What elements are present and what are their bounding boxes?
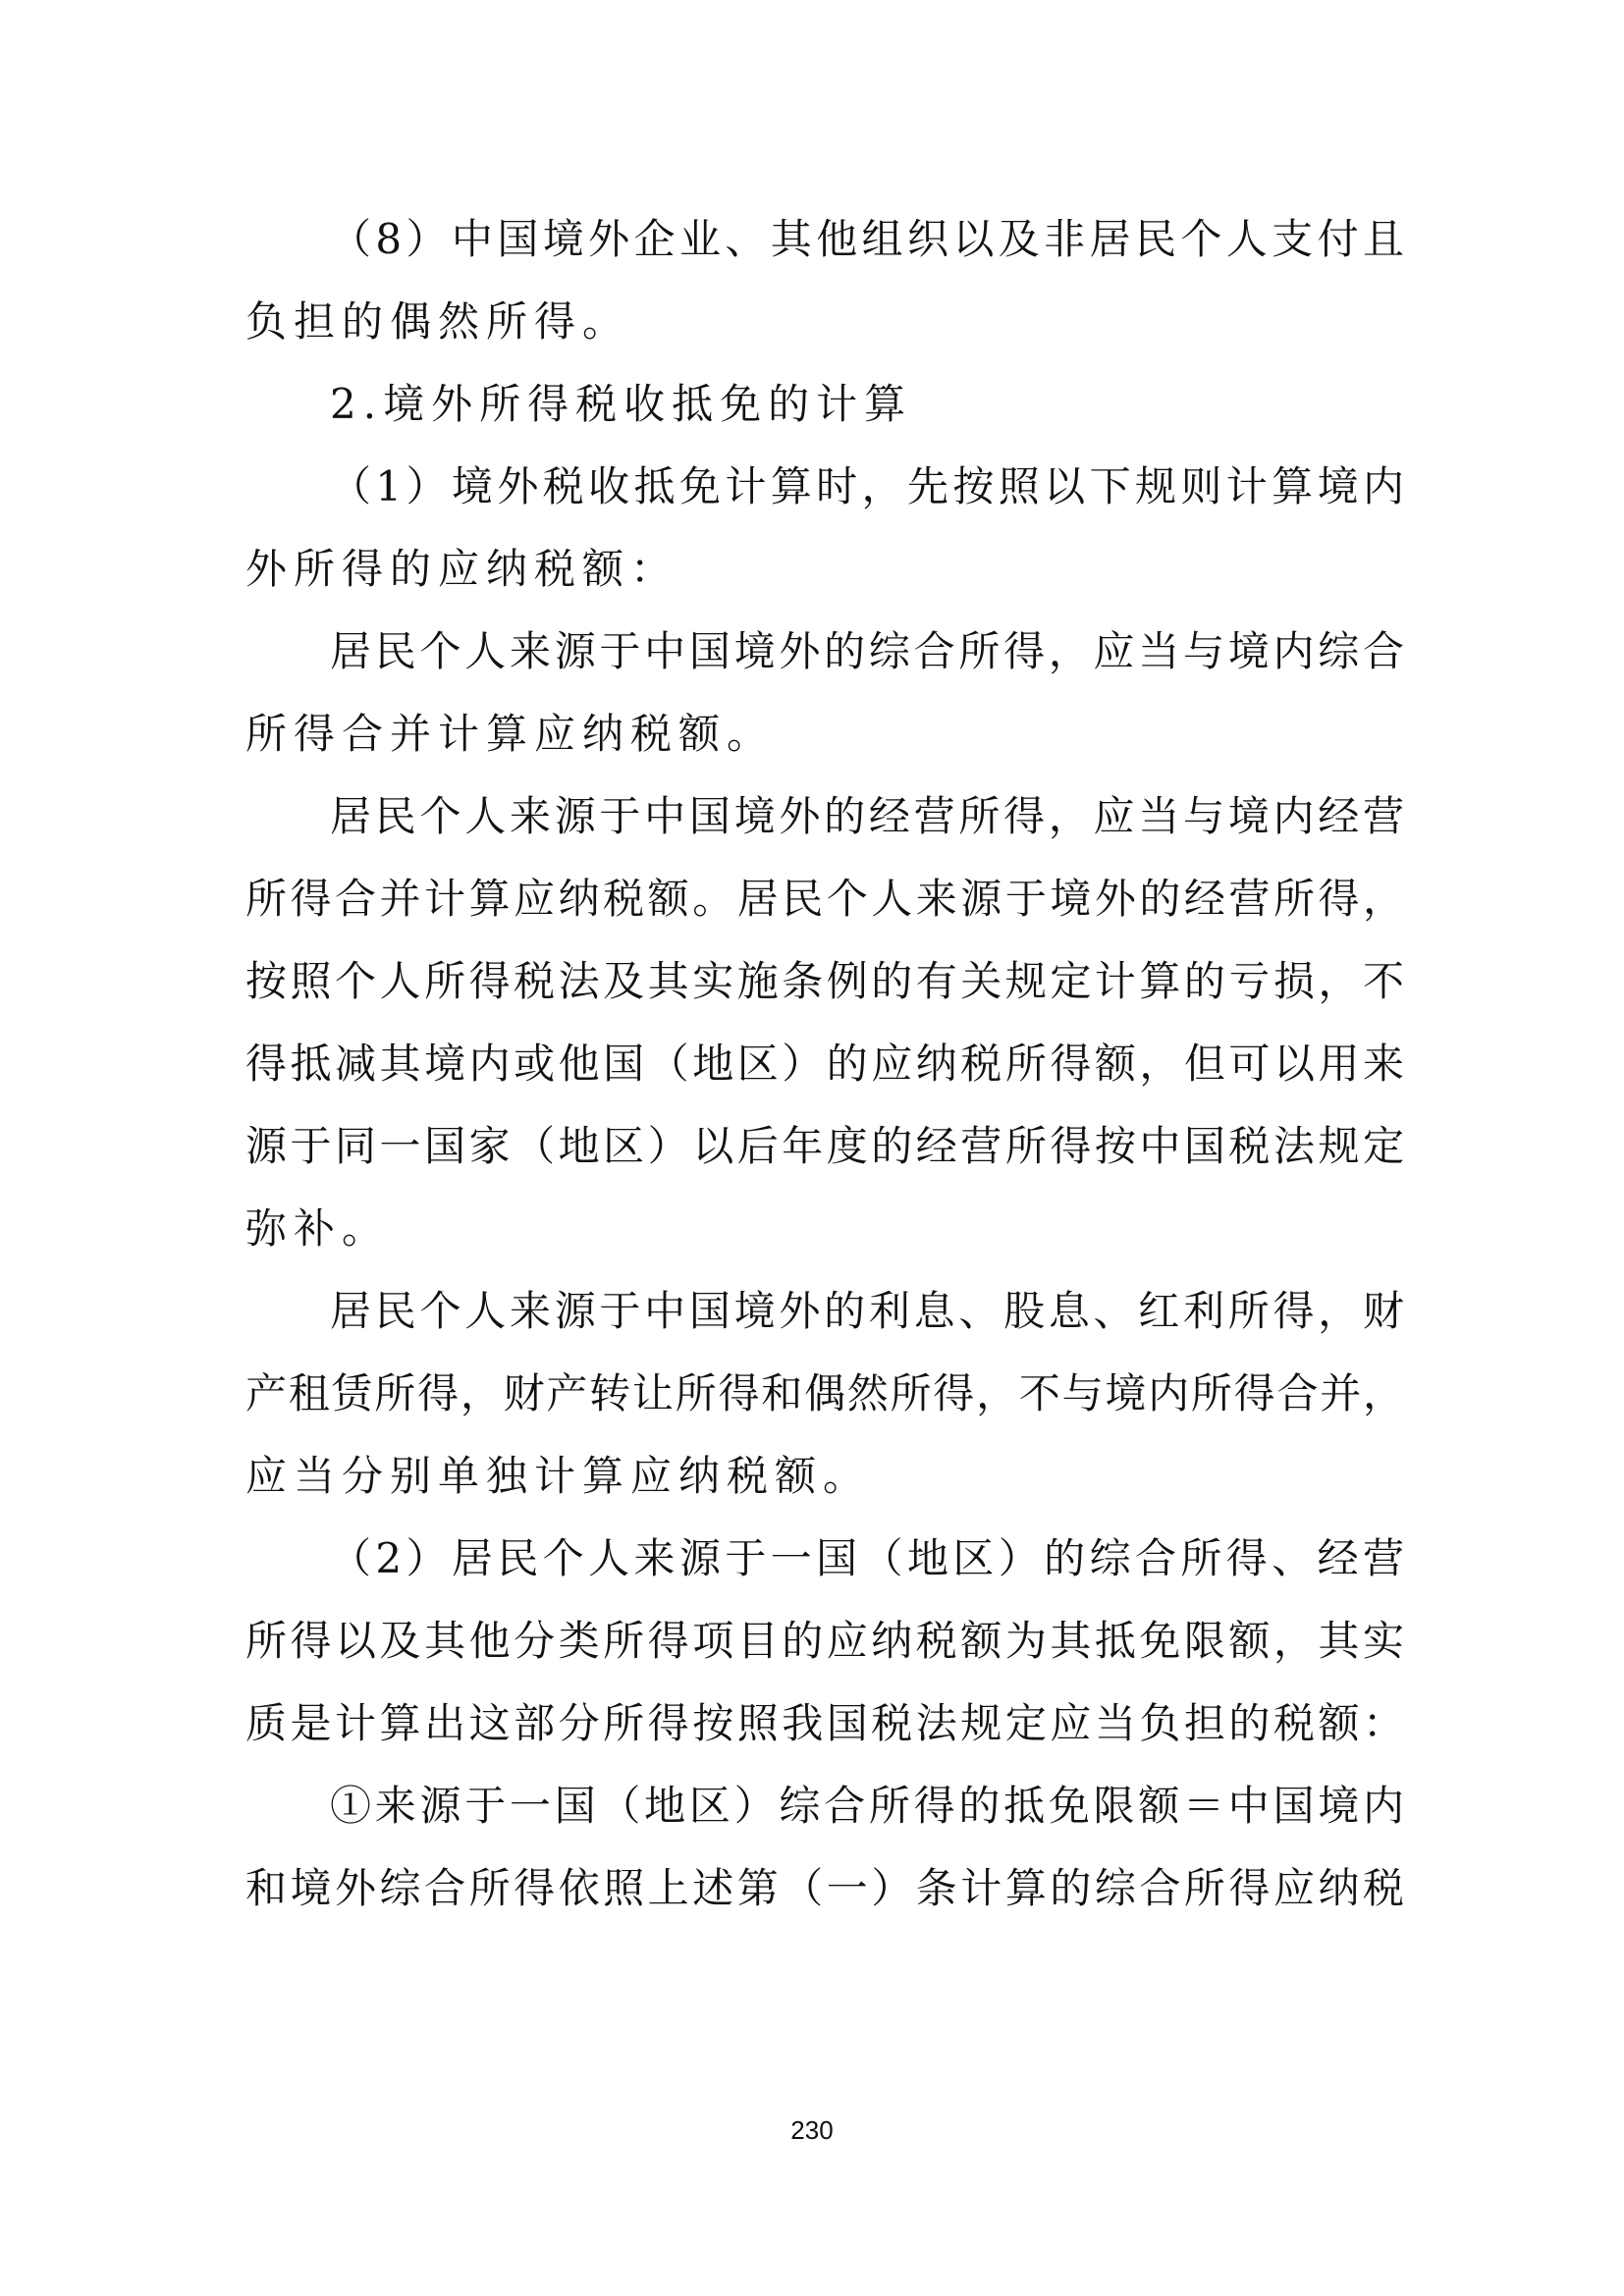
paragraph-line: 负担的偶然所得。 [245, 297, 631, 346]
section-heading: 2.境外所得税收抵免的计算 [330, 380, 913, 428]
paragraph-line: 居民个人来源于中国境外的经营所得，应当与境内经营 [330, 792, 1404, 840]
paragraph-line: 居民个人来源于中国境外的综合所得，应当与境内综合 [330, 627, 1404, 675]
paragraph-line: 所得合并计算应纳税额。 [245, 710, 776, 758]
paragraph-line: （2）居民个人来源于一国（地区）的综合所得、经营 [330, 1534, 1404, 1582]
paragraph-line: （1）境外税收抵免计算时，先按照以下规则计算境内 [330, 462, 1404, 510]
paragraph-line: 弥补。 [245, 1204, 391, 1253]
paragraph-line: （8）中国境外企业、其他组织以及非居民个人支付且 [330, 215, 1404, 263]
paragraph-line: 源于同一国家（地区）以后年度的经营所得按中国税法规定 [245, 1122, 1404, 1170]
paragraph-line: 和境外综合所得依照上述第（一）条计算的综合所得应纳税 [245, 1864, 1404, 1912]
paragraph-line: 所得以及其他分类所得项目的应纳税额为其抵免限额，其实 [245, 1617, 1404, 1665]
paragraph-line: 按照个人所得税法及其实施条例的有关规定计算的亏损，不 [245, 957, 1404, 1005]
paragraph-line: 所得合并计算应纳税额。居民个人来源于境外的经营所得， [245, 875, 1404, 923]
paragraph-line: 质是计算出这部分所得按照我国税法规定应当负担的税额： [245, 1699, 1404, 1747]
paragraph-line: 得抵减其境内或他国（地区）的应纳税所得额，但可以用来 [245, 1040, 1404, 1088]
paragraph-line: 应当分别单独计算应纳税额。 [245, 1452, 872, 1500]
paragraph-line: ①来源于一国（地区）综合所得的抵免限额＝中国境内 [330, 1782, 1404, 1830]
page-number: 230 [790, 2115, 834, 2145]
paragraph-line: 产租赁所得，财产转让所得和偶然所得，不与境内所得合并， [245, 1369, 1404, 1417]
paragraph-line: 居民个人来源于中国境外的利息、股息、红利所得，财 [330, 1287, 1404, 1335]
paragraph-line: 外所得的应纳税额： [245, 545, 679, 593]
